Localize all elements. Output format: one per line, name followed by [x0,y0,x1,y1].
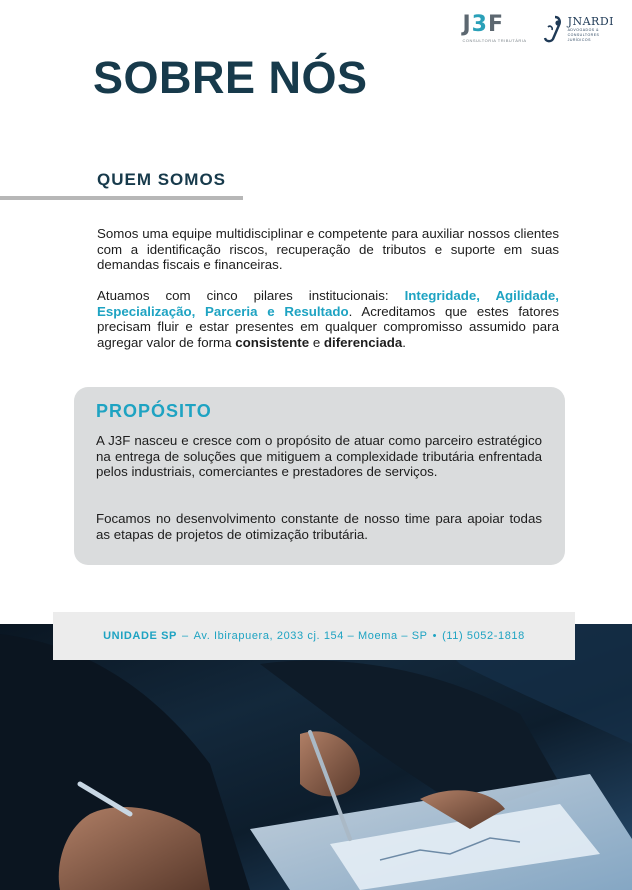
unit-label: UNIDADE SP [103,630,177,642]
jnardi-name: JNARDI [567,14,614,28]
quem-somos-paragraph-2 [97,288,559,350]
header-logos [462,14,614,43]
photo-illustration [0,624,632,890]
jnardi-line1: ADVOGADOS & [567,27,599,32]
jnardi-logo [543,15,614,43]
jnardi-line3: JURÍDICOS [567,37,591,42]
p2-end: . [402,334,406,350]
jnardi-emblem-icon [543,15,565,43]
p2-and: e [309,334,324,350]
j3f-logo [462,14,526,43]
proposito-paragraph-2: Focamos no desenvolvimento constante de nosso time para apoiar todas as etapas de projetos de otimização tributária. [96,511,542,542]
proposito-heading: PROPÓSITO [96,401,212,421]
pillars-highlight: Integridade, Agilidade, Especialização, Parceria e Resultado [97,288,559,319]
p2-bold-diferenciada: diferenciada [323,334,403,350]
page-title: SOBRE NÓS [93,52,368,103]
phone-number[interactable]: (11) 5052-1818 [442,630,525,642]
p2-middle: . Acreditamos que estes fatores precisam fluir e estar presentes em qualquer compromisso assumido para agregar valor de forma [97,303,559,350]
proposito-box [74,387,565,565]
quem-somos-heading: QUEM SOMOS [97,170,227,189]
address-bar [53,612,575,660]
bullet-separator: • [432,630,438,642]
business-meeting-photo [0,624,632,890]
heading-divider [0,196,243,200]
address-text: Av. Ibirapuera, 2033 cj. 154 – Moema – SP [193,630,428,642]
j3f-logo-mark: J3F [462,12,504,37]
proposito-paragraph-1: A J3F nasceu e cresce com o propósito de atuar como parceiro estratégico na entrega de soluções que mitiguem a complexidade tributária enfrentada pelos industriais, comerciantes e prestadores de serviços. [96,433,542,479]
p2-intro: Atuamos com cinco pilares institucionais: [97,288,405,303]
jnardi-line2: CONSULTORES [567,32,600,37]
p2-bold-consistente: consistente [235,334,310,350]
quem-somos-paragraph-1: Somos uma equipe multidisciplinar e competente para auxiliar nossos clientes com a identificação riscos, recuperação de tributos e suporte em suas demandas fiscais e financeiras. [97,226,559,272]
j3f-logo-tagline: CONSULTORIA TRIBUTÁRIA [462,38,527,43]
unit-dash: – [181,630,189,642]
